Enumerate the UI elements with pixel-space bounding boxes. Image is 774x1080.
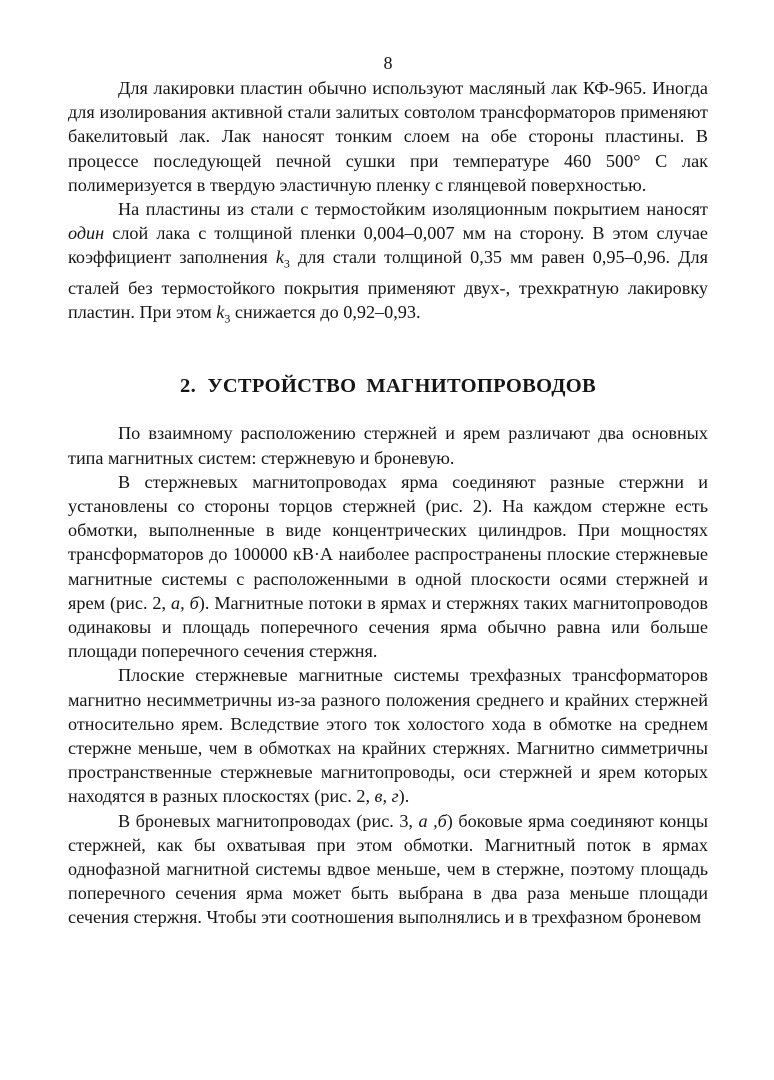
paragraph-text: В стержневых магнитопроводах ярма соединяют разные стержни и установлены со стороны торцов стержней (рис. 2). На каждом стержне есть обмотки, выполненные в виде концентрических цилиндров. При мощностях трансформаторов до 100000 кВ·А наиболее распространены плоские стержневые магнитные системы с расположенными в одной плоскости осями стержней и ярем (рис. 2, [68, 471, 708, 613]
italic-text: k [275, 247, 284, 268]
section-number: 2. [180, 375, 197, 398]
paragraph [68, 421, 708, 469]
paragraph-text: Плоские стержневые магнитные системы трехфазных трансформаторов магнитно несимметричны из-за разного положения среднего и крайних стержней относительно ярем. Вследствие этого ток холостого хода в обмотке на среднем стержне меньше, чем в обмотках на крайних стержнях. Магнитно симметричны пространственные стержневые магнитопроводы, оси стержней и ярем которых находятся в разных плоскостях (рис. 2, [68, 665, 708, 807]
paragraph-text: ). Магнитные потоки в ярмах и стержнях таких магнитопроводов одинаковы и площадь поперечного сечения ярма обычно равна или больше площади поперечного сечения стержня. [68, 592, 709, 662]
document-page [68, 0, 708, 930]
paragraphs-after-section [68, 421, 708, 929]
italic-text: k [216, 302, 225, 323]
paragraph-text: В броневых магнитопроводах (рис. 3, [118, 810, 419, 831]
paragraph [68, 197, 708, 331]
paragraph [68, 663, 708, 808]
paragraph-text: На пластины из стали с термостойким изоляционным покрытием наносят [118, 199, 708, 220]
subscript: 3 [283, 257, 290, 272]
italic-text: один [68, 223, 105, 244]
paragraph-text: ). [398, 786, 410, 807]
paragraph-text: снижается до 0,92–0,93. [230, 302, 421, 323]
paragraph-text: слой лака с толщиной пленки 0,004–0,007 мм на сторону. В этом случае коэффициент заполнения [68, 223, 708, 268]
section-title-word-2: МАГНИТОПРОВОДОВ [366, 375, 596, 398]
paragraph [68, 470, 708, 664]
section-heading [68, 373, 708, 399]
paragraph-text: По взаимному расположению стержней и ярем различают два основных типа магнитных систем: стержневую и броневую. [68, 423, 708, 468]
paragraphs-before-section [68, 76, 708, 331]
italic-text: а ,б [418, 810, 447, 831]
paragraph [68, 809, 708, 930]
paragraph-text: ) боковые ярма соединяют концы стержней, как бы охватывая при этом обмотки. Магнитный поток в ярмах однофазной магнитной системы вдвое меньше, чем в стержне, поэтому площадь поперечного сечения ярма может быть выбрана в два раза меньше площади сечения стержня. Чтобы эти соотношения выполнялись и в трехфазном броневом [68, 810, 708, 928]
paragraph-text: Для лакировки пластин обычно используют масляный лак КФ-965. Иногда для изолирования активной стали залитых совтолом трансформаторов применяют бакелитовый лак. Лак наносят тонким слоем на обе стороны пластины. В процессе последующей печной сушки при температуре 460 500° С лак полимеризуется в твердую эластичную пленку с глянцевой поверхностью. [68, 78, 708, 195]
italic-text: в, г [374, 786, 399, 807]
subscript: 3 [224, 312, 231, 327]
page-number: 8 [383, 53, 393, 73]
paragraph-text: для стали толщиной 0,35 мм равен 0,95–0,96. Для сталей без термостойкого покрытия применяют двух-, трехкратную лакировку пластин. При этом [68, 247, 708, 323]
paragraph [68, 76, 708, 197]
section-title-word-1: УСТРОЙСТВО [207, 375, 357, 398]
italic-text: а, б [171, 592, 199, 613]
